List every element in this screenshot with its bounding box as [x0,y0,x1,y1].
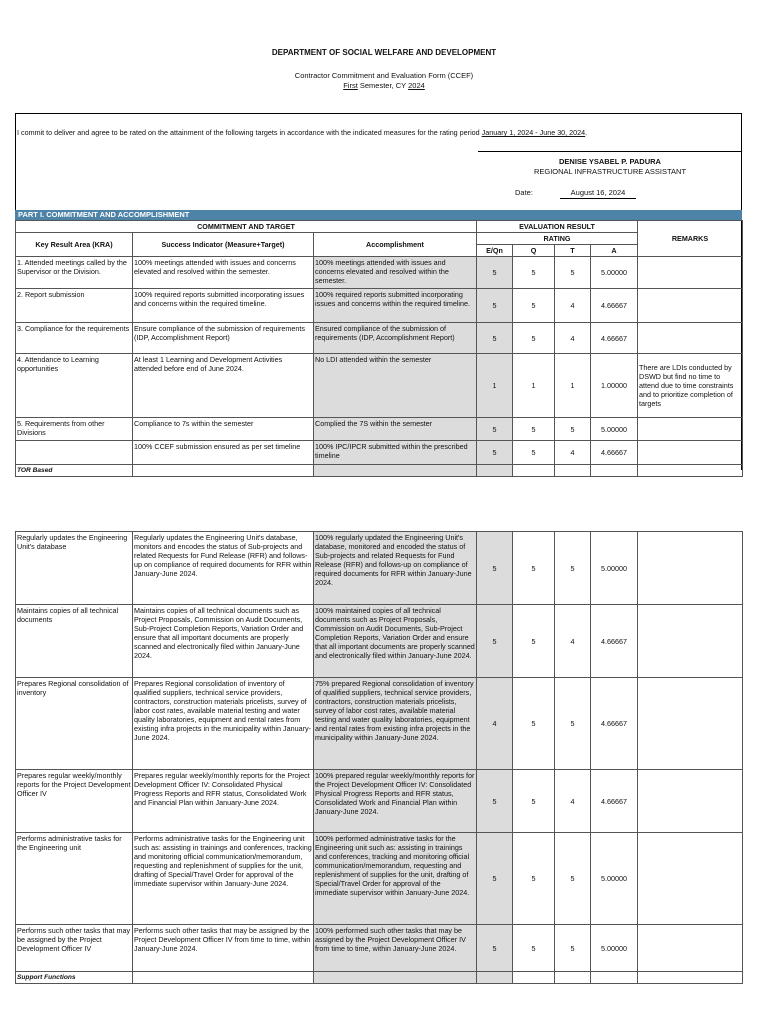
remarks-cell [638,605,743,678]
evaluation-table-part2 [15,531,743,984]
remarks-cell [638,441,743,465]
indicator-cell: Maintains copies of all technical documents such as Project Proposals, Commission on Audit Documents, Sub-Project Completion Reports, Variation Order and ensure that all important documents are properly scanned and electronically filed within January-June 2024. [133,605,314,678]
rating-t-cell: 4 [555,323,591,354]
remarks-cell [638,833,743,925]
indicator-cell: Prepares Regional consolidation of inventory of qualified suppliers, technical service providers, contractors, construction materials pricelists, survey of labor cost rates, available material testing and water quality laboratories, equipment and rental rates from existing infra projects in the municipality within January-June 2024. [133,678,314,770]
kra-cell: 2. Report submission [16,289,133,323]
rating-e-cell: 5 [477,257,513,289]
rating-e-cell: 5 [477,441,513,465]
table-row [16,257,743,289]
evaluation-result-header: EVALUATION RESULT [477,221,638,233]
part2-rows [16,532,743,972]
table-row [16,605,743,678]
commitment-end: . [585,128,588,137]
kra-cell: Prepares regular weekly/monthly reports for the Project Development Officer IV [16,770,133,833]
part-title: PART I. COMMITMENT AND ACCOMPLISHMENT [15,210,742,220]
rating-e-cell: 5 [477,289,513,323]
table-row [16,354,743,418]
table-row [16,833,743,925]
rating-q-cell: 5 [513,925,555,972]
indicator-cell: 100% CCEF submission ensured as per set timeline [133,441,314,465]
rating-t-cell: 5 [555,532,591,605]
rating-e-cell: 5 [477,418,513,441]
kra-header: Key Result Area (KRA) [16,233,133,257]
rating-t-cell: 5 [555,257,591,289]
table-row [16,532,743,605]
kra-cell: 4. Attendance to Learning opportunities [16,354,133,418]
indicator-cell: Prepares regular weekly/monthly reports for the Project Development Officer IV: Consolidated Physical Progress Reports and RFR status, Consolidated Work and Financial Plan within January-June 2024. [133,770,314,833]
accomplishment-cell: 100% prepared regular weekly/monthly reports for the Project Development Officer IV: Consolidated Physical Progress Reports and RFR status, Consolidated Work and Financial Plan within January-June 2024. [314,770,477,833]
rating-e-cell: 5 [477,770,513,833]
indicator-cell: Performs such other tasks that may be assigned by the Project Development Officer IV from time to time, within January-June 2024. [133,925,314,972]
eqn-header: E/Qn [477,245,513,257]
rating-t-cell: 1 [555,354,591,418]
semester-line [0,81,768,90]
indicator-cell: 100% meetings attended with issues and concerns elevated and resolved within the semester. [133,257,314,289]
remarks-cell [638,418,743,441]
rating-a-cell: 4.66667 [591,678,638,770]
rating-e-cell: 5 [477,925,513,972]
accomplishment-cell: 100% meetings attended with issues and concerns elevated and resolved within the semester. [314,257,477,289]
semester-word: First [343,81,358,90]
date-value: August 16, 2024 [560,188,636,199]
table-row [16,323,743,354]
commitment-text: I commit to deliver and agree to be rated on the attainment of the following targets in accordance with the indicated measures for the rating period [17,128,482,137]
rating-q-cell: 5 [513,833,555,925]
kra-cell: Regularly updates the Engineering Unit's database [16,532,133,605]
t-header: T [555,245,591,257]
remarks-cell [638,289,743,323]
rating-t-cell: 4 [555,289,591,323]
kra-cell: Performs such other tasks that may be assigned by the Project Development Officer IV [16,925,133,972]
a-header: A [591,245,638,257]
remarks-cell [638,323,743,354]
rating-q-cell: 1 [513,354,555,418]
remarks-cell [638,770,743,833]
accomplishment-cell: Complied the 7S within the semester [314,418,477,441]
accomplishment-cell: 75% prepared Regional consolidation of inventory of qualified suppliers, technical service providers, contractors, construction materials pricelists, survey of labor cost rates, available material testing and water quality laboratories, equipment and rental rates from existing infra projects in the municipality within January-June 2024. [314,678,477,770]
accomplishment-cell: 100% maintained copies of all technical documents such as Project Proposals, Commission on Audit Documents, Sub-Project Completion Reports, Variation Order and ensure that all important documents are properly scanned and electronically filed within January-June 2024. [314,605,477,678]
indicator-header: Success Indicator (Measure+Target) [133,233,314,257]
commitment-target-header: COMMITMENT AND TARGET [16,221,477,233]
rating-q-cell: 5 [513,678,555,770]
department-title: DEPARTMENT OF SOCIAL WELFARE AND DEVELOPMENT [271,48,497,57]
remarks-cell [638,257,743,289]
accomplishment-cell: No LDI attended within the semester [314,354,477,418]
semester-year: 2024 [408,81,425,90]
rating-a-cell: 4.66667 [591,770,638,833]
remarks-cell [638,925,743,972]
rating-a-cell: 5.00000 [591,925,638,972]
rating-a-cell: 5.00000 [591,532,638,605]
signature-line [478,151,742,152]
accomplishment-cell: 100% IPC/IPCR submitted within the prescribed timeline [314,441,477,465]
table-row [16,770,743,833]
indicator-cell: 100% required reports submitted incorporating issues and concerns within the required timeline. [133,289,314,323]
rating-t-cell: 4 [555,770,591,833]
table-row [16,925,743,972]
accomplishment-cell: 100% performed such other tasks that may be assigned by the Project Development Officer IV from time to time, within January-June 2024. [314,925,477,972]
rating-e-cell: 5 [477,323,513,354]
rating-q-cell: 5 [513,441,555,465]
table-row [16,441,743,465]
indicator-cell: Performs administrative tasks for the Engineering unit such as: assisting in trainings and conferences, tracking and monitoring official communication/memorandum, requesting and replenishment of supplies for the unit, drafting of Special/Travel Order for approval of the immediate supervisor within January-June 2024. [133,833,314,925]
indicator-cell: Regularly updates the Engineering Unit's database, monitors and encodes the status of Sub-projects and related Requests for Fund Release (RFR) and follows-up on compliance of required documents for RFR within January-June 2024. [133,532,314,605]
rating-q-cell: 5 [513,532,555,605]
signatory-position: REGIONAL INFRASTRUCTURE ASSISTANT [533,167,687,176]
rating-e-cell: 5 [477,833,513,925]
rating-e-cell: 4 [477,678,513,770]
accomplishment-cell: 100% regularly updated the Engineering Unit's database, monitored and encoded the status of Sub-projects and related Requests for Fund Release (RFR) and follows-up on compliance of required documents for RFR within January-June 2024. [314,532,477,605]
table-row [16,678,743,770]
rating-a-cell: 4.66667 [591,605,638,678]
kra-cell: 3. Compliance for the requirements [16,323,133,354]
kra-cell: Maintains copies of all technical documents [16,605,133,678]
kra-cell: 5. Requirements from other Divisions [16,418,133,441]
kra-cell: Performs administrative tasks for the Engineering unit [16,833,133,925]
indicator-cell: Compliance to 7s within the semester [133,418,314,441]
evaluation-table-part1 [15,220,743,477]
table-row [16,289,743,323]
rating-e-cell: 1 [477,354,513,418]
support-functions-label: Support Functions [16,972,133,984]
kra-cell: 1. Attended meetings called by the Supervisor or the Division. [16,257,133,289]
rating-t-cell: 5 [555,418,591,441]
date-label: Date: [515,188,533,197]
rating-q-cell: 5 [513,770,555,833]
accomplishment-cell: 100% required reports submitted incorporating issues and concerns within the required timeline. [314,289,477,323]
kra-cell [16,441,133,465]
part1-rows [16,257,743,465]
rating-a-cell: 4.66667 [591,441,638,465]
rating-period: January 1, 2024 - June 30, 2024 [481,128,586,137]
rating-e-cell: 5 [477,532,513,605]
rating-e-cell: 5 [477,605,513,678]
rating-a-cell: 4.66667 [591,323,638,354]
rating-a-cell: 1.00000 [591,354,638,418]
remarks-cell [638,532,743,605]
rating-a-cell: 5.00000 [591,833,638,925]
rating-t-cell: 4 [555,605,591,678]
q-header: Q [513,245,555,257]
semester-mid: Semester, CY [357,81,409,90]
indicator-cell: Ensure compliance of the submission of requirements (IDP, Accomplishment Report) [133,323,314,354]
form-title: Contractor Commitment and Evaluation Form (CCEF) [294,71,474,80]
rating-t-cell: 5 [555,678,591,770]
rating-q-cell: 5 [513,289,555,323]
accomplishment-header: Accomplishment [314,233,477,257]
signatory-name: DENISE YSABEL P. PADURA [559,157,661,166]
rating-q-cell: 5 [513,605,555,678]
rating-q-cell: 5 [513,418,555,441]
rating-q-cell: 5 [513,323,555,354]
accomplishment-cell: 100% performed administrative tasks for the Engineering unit such as: assisting in trainings and conferences, tracking and monitoring official communication/memorandum, requesting and replenishment of supplies for the unit, drafting of Special/Travel Order for approval of the immediate supervisor within January-June 2024. [314,833,477,925]
rating-t-cell: 4 [555,441,591,465]
rating-t-cell: 5 [555,925,591,972]
indicator-cell: At least 1 Learning and Development Activities attended before end of June 2024. [133,354,314,418]
rating-header: RATING [477,233,638,245]
tor-based-label: TOR Based [16,465,133,477]
kra-cell: Prepares Regional consolidation of inventory [16,678,133,770]
rating-a-cell: 4.66667 [591,289,638,323]
rating-a-cell: 5.00000 [591,418,638,441]
commitment-statement [17,128,587,137]
remarks-cell: There are LDIs conducted by DSWD but find no time to attend due to time constraints and to prioritize completion of targets [638,354,743,418]
remarks-header: REMARKS [638,221,743,257]
accomplishment-cell: Ensured compliance of the submission of requirements (IDP, Accomplishment Report) [314,323,477,354]
rating-t-cell: 5 [555,833,591,925]
rating-q-cell: 5 [513,257,555,289]
table-row [16,418,743,441]
remarks-cell [638,678,743,770]
rating-a-cell: 5.00000 [591,257,638,289]
